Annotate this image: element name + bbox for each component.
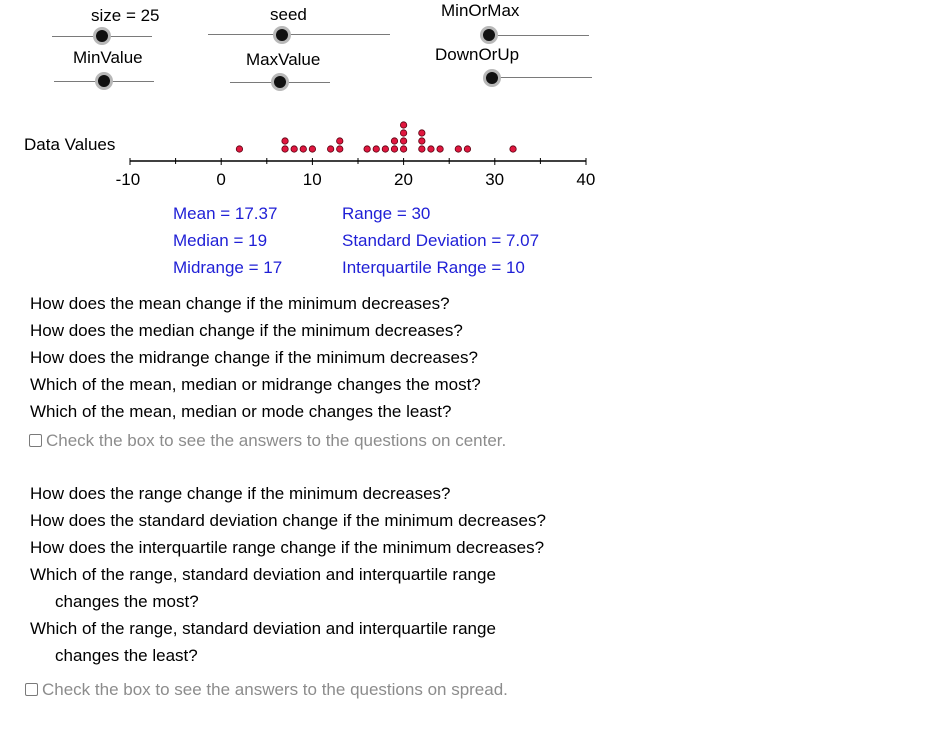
center-question-5: Which of the mean, median or mode changes the least? (30, 402, 452, 421)
mean-value: Mean = 17.37 (173, 204, 278, 223)
data-point (309, 146, 315, 152)
spread-question-5-line-1: Which of the range, standard deviation and interquartile range (30, 619, 496, 638)
data-point (464, 146, 470, 152)
data-point (373, 146, 379, 152)
dot-plot (0, 0, 935, 200)
spread-answers-checkbox-label[interactable]: Check the box to see the answers to the questions on spread. (42, 680, 508, 699)
size-slider-label: size = 25 (91, 6, 160, 25)
spread-question-4-line-1: Which of the range, standard deviation and interquartile range (30, 565, 496, 584)
data-point (455, 146, 461, 152)
spread-question-4-line-2: changes the most? (55, 592, 199, 611)
x-tick-label: -10 (115, 170, 141, 189)
data-point (327, 146, 333, 152)
x-tick-label: 0 (216, 170, 226, 189)
data-point (391, 146, 397, 152)
data-point (236, 146, 242, 152)
data-point (291, 146, 297, 152)
data-point (337, 138, 343, 144)
maxvalue-slider-label: MaxValue (246, 50, 321, 69)
minormax-slider-label: MinOrMax (441, 1, 520, 20)
data-point (364, 146, 370, 152)
center-answers-checkbox[interactable] (29, 434, 42, 447)
data-point (510, 146, 516, 152)
spread-question-5-line-2: changes the least? (55, 646, 198, 665)
spread-answers-checkbox-row[interactable] (25, 680, 508, 700)
data-point (400, 146, 406, 152)
spread-question-2: How does the standard deviation change if the minimum decreases? (30, 511, 546, 530)
x-tick-label: 30 (485, 170, 505, 189)
range-value: Range = 30 (342, 204, 431, 223)
data-point (419, 146, 425, 152)
data-point (282, 146, 288, 152)
iqr-value: Interquartile Range = 10 (342, 258, 525, 277)
center-question-1: How does the mean change if the minimum decreases? (30, 294, 450, 313)
x-tick-label: 40 (576, 170, 596, 189)
center-answers-checkbox-row[interactable] (29, 431, 506, 451)
midrange-value: Midrange = 17 (173, 258, 283, 277)
median-value: Median = 19 (173, 231, 268, 250)
data-values-label: Data Values (24, 135, 116, 154)
spread-answers-checkbox[interactable] (25, 683, 38, 696)
center-answers-checkbox-label[interactable]: Check the box to see the answers to the questions on center. (46, 431, 507, 450)
data-point (419, 130, 425, 136)
data-point (400, 130, 406, 136)
data-point (337, 146, 343, 152)
data-point (428, 146, 434, 152)
center-question-2: How does the median change if the minimum decreases? (30, 321, 463, 340)
data-point (400, 138, 406, 144)
std-dev-value: Standard Deviation = 7.07 (342, 231, 540, 250)
center-question-4: Which of the mean, median or midrange changes the most? (30, 375, 481, 394)
center-question-3: How does the midrange change if the minimum decreases? (30, 348, 478, 367)
minvalue-slider-label: MinValue (73, 48, 143, 67)
spread-question-3: How does the interquartile range change if the minimum decreases? (30, 538, 545, 557)
data-point (437, 146, 443, 152)
x-tick-label: 10 (302, 170, 322, 189)
data-point (282, 138, 288, 144)
data-point (382, 146, 388, 152)
seed-slider-label: seed (270, 5, 307, 24)
data-point (419, 138, 425, 144)
data-point (400, 122, 406, 128)
downorup-slider-label: DownOrUp (435, 45, 520, 64)
spread-question-1: How does the range change if the minimum decreases? (30, 484, 451, 503)
data-point (391, 138, 397, 144)
x-tick-label: 20 (394, 170, 413, 189)
data-point (300, 146, 306, 152)
